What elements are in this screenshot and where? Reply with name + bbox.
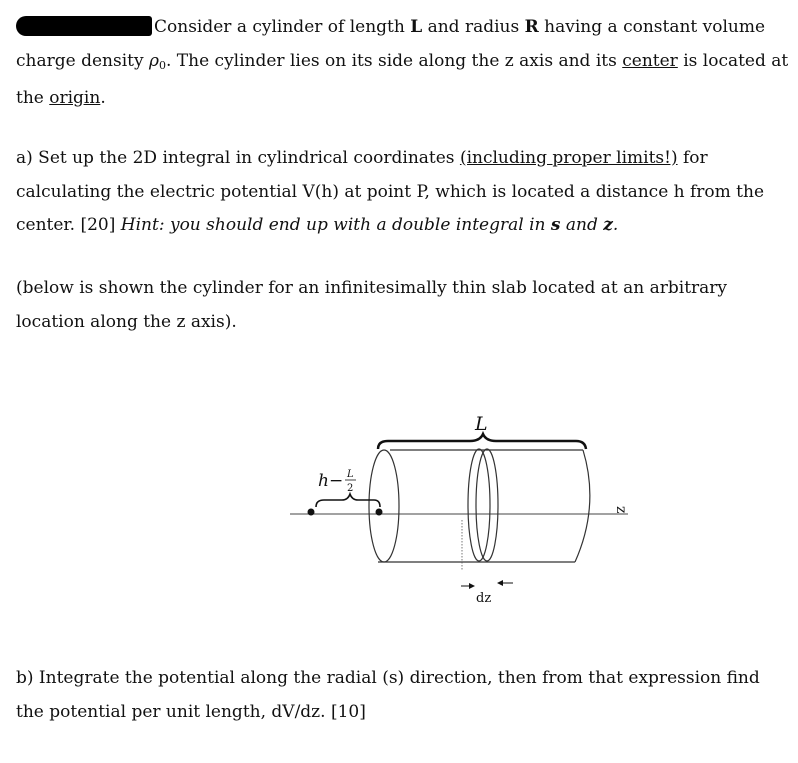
intro-text: . The cylinder lies on its side along the z axis and its — [165, 50, 623, 71]
cylinder-end-point — [376, 509, 383, 516]
cylinder-left-face — [369, 450, 399, 562]
part-a-text: a) Set up the 2D integral in cylindrical coordinates — [16, 148, 460, 168]
length-symbol: L — [410, 17, 423, 37]
part-b-paragraph: b) Integrate the potential along the radial (s) direction, then from that expression find the potential per unit length, dV/dz. [10] — [16, 668, 760, 722]
z-symbol: z — [603, 215, 613, 235]
hint-text: Hint: you should end up with a double integral in s and z. — [120, 215, 619, 235]
intro-text: and radius — [422, 17, 525, 37]
redaction-bar — [16, 16, 152, 36]
rho-symbol: ρ — [148, 50, 159, 71]
limits-underlined: (including proper limits!) — [459, 148, 678, 168]
intro-paragraph — [16, 11, 792, 116]
h-label: h− — [318, 471, 344, 491]
figure-note-paragraph: (below is shown the cylinder for an infinitesimally thin slab located at an arbitrary location along the z axis). — [16, 278, 728, 332]
cylinder-figure — [0, 410, 798, 610]
intro-text: Consider a cylinder of length — [154, 17, 411, 37]
center-underlined: center — [622, 50, 678, 71]
origin-underlined: origin — [49, 88, 101, 108]
cylinder-right-face — [575, 450, 590, 562]
s-symbol: s — [550, 215, 561, 235]
rho-subscript: 0 — [158, 58, 166, 72]
radius-symbol: R — [524, 17, 539, 37]
dz-label: dz — [476, 591, 492, 606]
intro-text: is located at the — [16, 50, 789, 108]
length-brace — [378, 434, 586, 449]
z-axis-label: z — [613, 506, 629, 514]
h-frac-num: L — [347, 469, 354, 480]
h-brace — [316, 494, 380, 507]
h-frac-den: 2 — [347, 483, 354, 494]
intro-text: having a constant volume charge density — [16, 17, 766, 71]
part-a-paragraph — [16, 142, 792, 243]
point-p — [308, 509, 315, 516]
part-a-text: for calculating the electric potential V(h) at point P, which is located a distance h from the center. [20] — [16, 148, 765, 235]
intro-text: . — [100, 88, 106, 108]
length-label: L — [475, 413, 488, 435]
